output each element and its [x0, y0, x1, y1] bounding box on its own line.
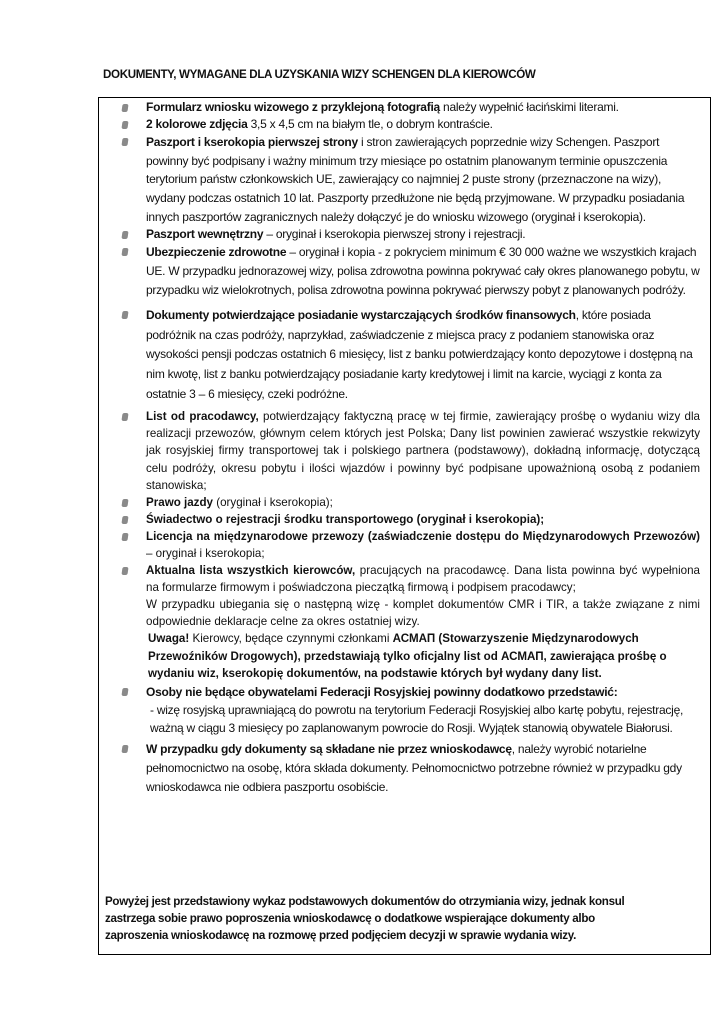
- bullet-icon: [121, 533, 128, 541]
- item-text: i stron zawierających poprzednie wizy Schengen. Paszport powinny być podpisany i ważny minimum trzy miesiące po ostatnim planowanym terminie opuszczenia terytorium państw członkowskich UE, zawierający co najmniej 2 puste strony (przeznaczone na wizy), wydany podczas ostatnich 10 lat. Paszporty przedłużone nie będą przyjmowane. W przypadku posiadania innych paszportów zagranicznych należy dołączyć je do wniosku wizowego (oryginał i kserokopia).: [146, 135, 685, 224]
- list-item-employer-letter: [146, 408, 700, 493]
- item-heading: W przypadku gdy dokumenty są składane nie przez wnioskodawcę: [146, 741, 512, 756]
- list-item-financial-means: [146, 306, 700, 404]
- summary-line: Powyżej jest przedstawiony wykaz podstawowych dokumentów do otrzymiania wizy, jednak konsul: [105, 895, 625, 908]
- note-bold-text: АСМАП (Stowarzyszenie Międzynarodowych Przewoźników Drogowych), przedstawiają tylko oficjalny list od АСМАП, zawierająca prośbę o wydaniu wiz, kserokopię dokumentów, na podstawie których był wydany dany list.: [148, 632, 667, 680]
- list-item-health-insurance: [146, 243, 700, 300]
- item-heading: List od pracodawcy,: [146, 410, 259, 424]
- note-text: Kierowcy, będące czynnymi członkami: [189, 632, 393, 646]
- summary-paragraph: [105, 893, 705, 944]
- list-item-transport-licence: [146, 528, 700, 562]
- summary-line: zaproszenia wnioskodawcę na rozmowę przed podjęciem decyzji w sprawie wydania wizy.: [105, 929, 576, 942]
- item-heading: Formularz wniosku wizowego z przyklejoną fotografią: [146, 100, 440, 114]
- list-item-vehicle-registration: [146, 511, 700, 528]
- item-heading: Świadectwo o rejestracji środku transportowego (oryginał i kserokopia);: [146, 512, 545, 526]
- list-item-application-form: [146, 99, 700, 116]
- item-text: potwierdzający faktyczną pracę w tej firmie, zawierający prośbę o wydaniu wizy dla realizacji przewozów, głównym celem których jest Polska; Dany list powinien zawierać wszystkie rekwizyty jak rosyjskiej firmy transportowej tak i polskiego partnera (podstawowy), dokładną informację, dotyczącą celu podróży, okresu pobytu i ilości wjazdów i powinny być podpisane upoważnioną osobą z podaniem stanowiska;: [146, 410, 701, 492]
- item-heading: Aktualna lista wszystkich kierowców,: [146, 564, 356, 578]
- item-heading: Osoby nie będące obywatelami Federacji Rosyjskiej powinny dodatkowo przedstawić:: [146, 684, 618, 699]
- item-heading: Dokumenty potwierdzające posiadanie wystarczających środków finansowych: [146, 308, 576, 323]
- item-text: – oryginał i kserokopia pierwszej strony i rejestracji.: [263, 227, 526, 242]
- list-item-driving-licence: [146, 494, 700, 511]
- item-heading: Paszport wewnętrzny: [146, 227, 264, 242]
- list-item-non-russian-citizens: [146, 683, 700, 737]
- summary-line: zastrzega sobie prawo poproszenia wnioskodawcę o dodatkowe wspierające dokumenty albo: [105, 912, 595, 925]
- item-text: – oryginał i kopia - z pokryciem minimum € 30 000 ważne we wszystkich krajach UE. W przypadku jednorazowej wizy, polisa zdrowotna powinna pokrywać cały okres planowanego pobytu, w przypadku wiz wielokrotnych, polisa zdrowotna powinna pokrywać pierwszy pobyt z planowanych podróży.: [146, 245, 700, 298]
- item-heading: 2 kolorowe zdjęcia: [146, 117, 248, 132]
- item-text: , które posiada podróżnik na czas podróży, naprzykład, zaświadczenie z miejsca pracy z podaniem stanowiska oraz wysokości pensji podczas ostatnich 6 miesięcy, list z banku potwierdzający konto depozytowe i dostępną na nim kwotę, list z banku potwierdzający posiadanie karty kredytowej i limit na karcie, wyciągi z konta za ostatnie 3 – 6 miesięcy, czeki podróżne.: [146, 308, 693, 401]
- requirements-list: [146, 99, 700, 797]
- item-heading: Paszport i kserokopia pierwszej strony: [146, 135, 358, 150]
- bullet-icon: [121, 745, 128, 753]
- item-extra-text: W przypadku ubiegania się o następną wizę - komplet dokumentów CMR i TIR, a także związane z nimi odpowiednie deklaracje celne za okres ostatniej wizy.: [146, 598, 700, 629]
- list-item-drivers-list: [146, 562, 700, 682]
- item-text: – oryginał i kserokopia;: [146, 546, 265, 560]
- item-heading: Licencja na międzynarodowe przewozy (zaświadczenie dostępu do Międzynarodowych Przewozów): [146, 529, 700, 543]
- list-item-photos: [146, 116, 700, 133]
- item-text: , należy wyrobić notarielne pełnomocnictwo na osobę, która składa dokumenty. Pełnomocnictwo potrzebne również w przypadku gdy wnioskodawca nie odbiera paszportu osobiście.: [146, 741, 682, 794]
- item-heading: Prawo jazdy: [146, 495, 214, 509]
- item-text: pracujących na pracodawcę. Dana lista powinna być wypełniona na formularze firmowym i poświadczona pieczątką firmową i podpisem pracodawcy;: [146, 564, 700, 595]
- list-item-internal-passport: [146, 226, 700, 243]
- bullet-icon: [121, 688, 128, 696]
- list-item-power-of-attorney: [146, 740, 700, 797]
- item-text: (oryginał i kserokopia);: [213, 495, 333, 509]
- item-text: należy wypełnić łacińskimi literami.: [439, 100, 619, 114]
- item-heading: Ubezpieczenie zdrowotne: [146, 245, 287, 260]
- list-item-passport: [146, 133, 700, 226]
- bullet-icon: [121, 516, 128, 524]
- note-label: Uwaga!: [148, 632, 190, 646]
- item-text: 3,5 x 4,5 cm na białym tle, o dobrym kontraście.: [247, 117, 493, 132]
- bullet-icon: [121, 499, 128, 507]
- page-title: DOKUMENTY, WYMAGANE DLA UZYSKANIA WIZY SCHENGEN DLA KIEROWCÓW: [103, 68, 536, 81]
- item-extra-text: - wizę rosyjską uprawniającą do powrotu na terytorium Federacji Rosyjskiej albo kartę pobytu, rejestrację, ważną w ciągu 3 miesięcy po zaplanowanym powrocie do Rosji. Wyjątek stanowią obywatele Białorusi.: [150, 702, 684, 735]
